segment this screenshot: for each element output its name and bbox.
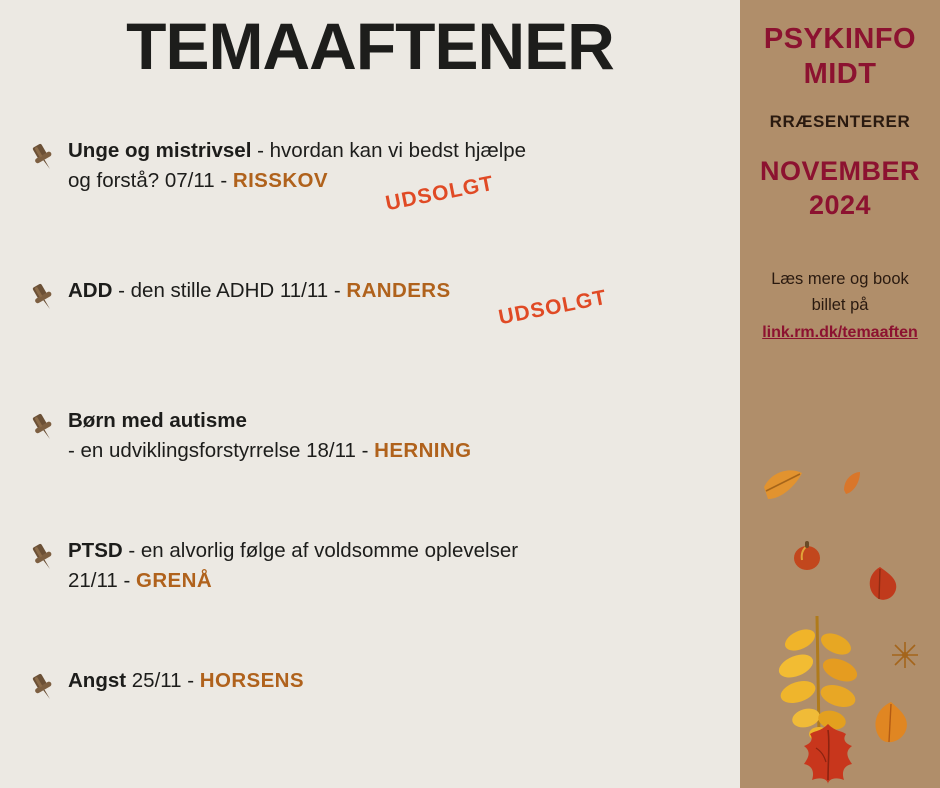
event-desc: - hvordan kan vi bedst hjælpe [251,139,527,162]
event-line-1 [68,406,720,436]
booking-line-2: billet på [811,296,869,314]
event-location: GRENÅ [136,569,213,592]
status-badge: UDSOLGT [496,285,609,330]
leaf-icon [840,470,864,501]
booking-link[interactable]: link.rm.dk/temaaften [762,324,918,341]
event-desc: - den stille ADHD 11/11 - [112,279,347,302]
event-title: Børn med autisme [68,409,247,432]
leaf-icon [798,722,858,788]
event-location: RANDERS [346,279,451,302]
booking-info [740,266,940,346]
poster-sidebar [740,0,940,788]
pushpin-icon [28,282,58,312]
event-desc: 25/11 - [126,669,200,692]
event-line-1 [68,276,720,306]
event-location: HERNING [374,439,472,462]
page-title: TEMAAFTENER [126,9,614,83]
list-item [0,276,740,406]
event-line-1 [68,536,720,566]
pushpin-icon [28,142,58,172]
leaf-icon [790,540,824,579]
event-line-1 [68,666,720,696]
pushpin-icon [28,672,58,702]
event-title: PTSD [68,539,123,562]
status-badge: UDSOLGT [383,171,496,216]
event-desc: - en alvorlig følge af voldsomme oplevelser [122,539,519,562]
pushpin-icon [28,412,58,442]
list-item [0,406,740,536]
event-line-2 [68,566,720,596]
event-line-1 [68,136,720,166]
event-desc-cont: - en udviklingsforstyrrelse 18/11 - [68,439,375,462]
pushpin-icon [28,542,58,572]
event-title: Angst [68,669,127,692]
event-desc-cont: og forstå? 07/11 - [68,169,233,192]
brand-line-2: MIDT [803,58,877,90]
event-location: HORSENS [199,669,304,692]
list-item [0,136,740,276]
brand-name [740,22,940,92]
list-item [0,536,740,666]
leaf-icon [860,565,900,608]
leaf-icon [870,700,912,751]
booking-line-1: Læs mere og book [771,270,909,288]
year-label: 2024 [808,190,872,220]
date-block [740,154,940,222]
event-location: RISSKOV [232,169,328,192]
brand-line-1: PSYKINFO [763,23,917,55]
event-title: Unge og mistrivsel [68,139,252,162]
event-title: ADD [68,279,113,302]
presents-label: RRÆSENTERER [769,112,911,131]
leaf-icon [890,640,920,675]
leaf-icon [760,465,806,510]
event-desc-cont: 21/11 - [68,569,136,592]
month-label: NOVEMBER [759,156,920,186]
list-item [0,666,740,756]
event-line-2 [68,436,720,466]
event-list [0,136,740,756]
